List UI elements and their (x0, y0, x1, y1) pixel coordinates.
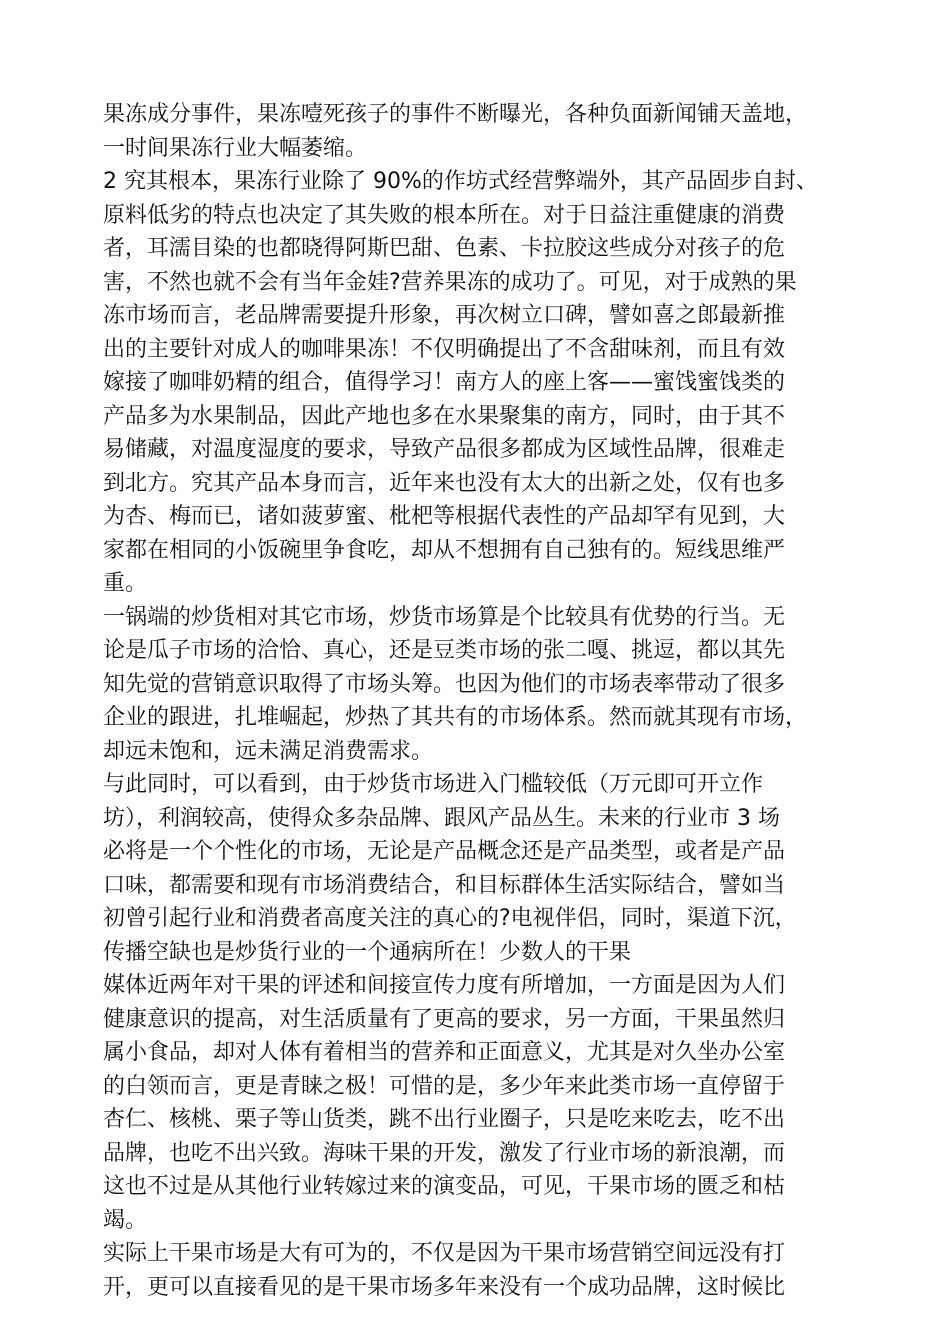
text-line: 初曾引起行业和消费者高度关注的真心的?电视伴侣，同时，渠道下沉， (103, 906, 797, 931)
body-text (103, 98, 843, 1304)
text-line: 这也不过是从其他行业转嫁过来的演变品，可见，干果市场的匮乏和枯 (103, 1174, 786, 1199)
text-line: 害，不然也就不会有当年金娃?营养果冻的成功了。可见，对于成熟的果 (103, 269, 797, 295)
text-line: 品牌，也吃不出兴致。海味干果的开发，激发了行业市场的新浪潮，而 (103, 1140, 786, 1166)
text-line: 企业的跟进，扎堆崛起，炒热了其共有的市场体系。然而就其现有市场， (103, 705, 808, 730)
text-line: 媒体近两年对干果的评述和间接宣传力度有所增加，一方面是因为人们 (103, 973, 786, 998)
text-line: 口味，都需要和现有市场消费结合，和目标群体生活实际结合，譬如当 (103, 872, 786, 898)
text-line: 知先觉的营销意识取得了市场头筹。也因为他们的市场表率带动了很多 (103, 671, 786, 697)
text-line: 者，耳濡目染的也都晓得阿斯巴甜、色素、卡拉胶这些成分对孩子的危 (103, 236, 786, 261)
text-line: 2 究其根本，果冻行业除了 90%的作坊式经营弊端外，其产品固步自封、 (103, 169, 818, 194)
text-line: 必将是一个个性化的市场，无论是产品概念还是产品类型，或者是产品 (103, 839, 786, 864)
text-line: 产品多为水果制品，因此产地也多在水果聚集的南方，同时，由于其不 (103, 403, 786, 429)
text-line: 嫁接了咖啡奶精的组合，值得学习！南方人的座上客——蜜饯蜜饯类的 (103, 370, 786, 395)
text-line: 冻市场而言，老品牌需要提升形象，再次树立口碑，譬如喜之郎最新推 (103, 303, 786, 328)
text-line: 一时间果冻行业大幅萎缩。 (103, 135, 368, 161)
text-line: 却远未饱和，远未满足消费需求。 (103, 738, 434, 764)
text-line: 家都在相同的小饭碗里争食吃，却从不想拥有自己独有的。短线思维严 (103, 537, 786, 563)
text-line: 传播空缺也是炒货行业的一个通病所在！少数人的干果 (103, 939, 632, 965)
text-line: 坊），利润较高，使得众多杂品牌、跟风产品丛生。未来的行业市 3 场 (103, 805, 780, 831)
text-line: 出的主要针对成人的咖啡果冻！不仅明确提出了不含甜味剂，而且有效 (103, 336, 786, 362)
text-line: 杏仁、核桃、栗子等山货类，跳不出行业圈子，只是吃来吃去，吃不出 (103, 1107, 786, 1132)
text-line: 一锅端的炒货相对其它市场，炒货市场算是个比较具有优势的行当。无 (103, 604, 786, 630)
text-line: 到北方。究其产品本身而言，近年来也没有太大的出新之处，仅有也多 (103, 470, 786, 496)
text-line: 属小食品，却对人体有着相当的营养和正面意义，尤其是对久坐办公室 (103, 1040, 786, 1065)
text-line: 健康意识的提高，对生活质量有了更高的要求，另一方面，干果虽然归 (103, 1006, 786, 1032)
text-line: 为杏、梅而已，诸如菠萝蜜、枇杷等根据代表性的产品却罕有见到，大 (103, 504, 786, 529)
text-line: 原料低劣的特点也决定了其失败的根本所在。对于日益注重健康的消费 (103, 202, 786, 228)
text-line: 竭。 (103, 1207, 148, 1233)
text-line: 实际上干果市场是大有可为的，不仅是因为干果市场营销空间远没有打 (103, 1241, 786, 1266)
text-line: 与此同时，可以看到，由于炒货市场进入门槛较低（万元即可开立作 (103, 772, 764, 797)
text-line: 易储藏，对温度湿度的要求，导致产品很多都成为区域性品牌，很难走 (103, 437, 786, 462)
text-line: 的白领而言，更是青睐之极！可惜的是，多少年来此类市场一直停留于 (103, 1073, 786, 1099)
text-line: 开，更可以直接看见的是干果市场多年来没有一个成功品牌，这时候比 (103, 1274, 786, 1300)
text-line: 果冻成分事件，果冻噎死孩子的事件不断曝光，各种负面新闻铺天盖地， (103, 102, 808, 127)
text-line: 论是瓜子市场的洽恰、真心，还是豆类市场的张二嘎、挑逗，都以其先 (103, 638, 786, 663)
text-line: 重。 (103, 571, 148, 596)
